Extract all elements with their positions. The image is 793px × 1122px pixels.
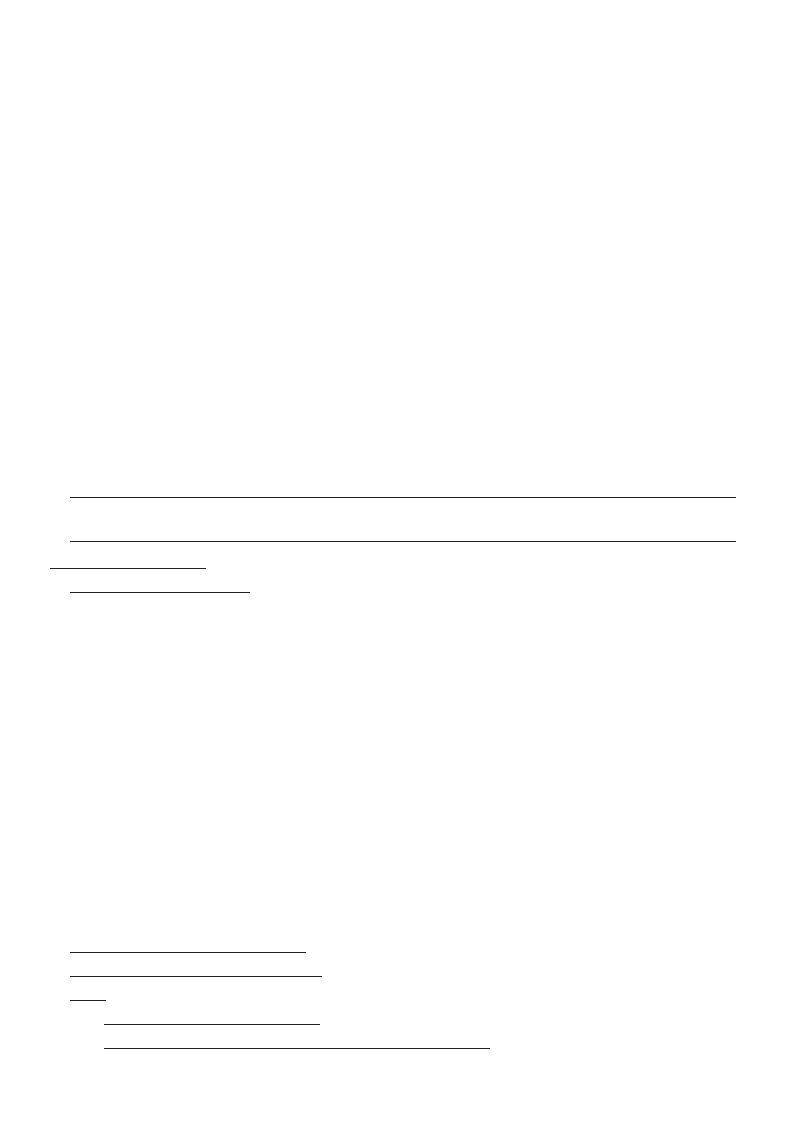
answer-line[interactable] bbox=[70, 541, 736, 542]
fill-blank[interactable] bbox=[104, 1006, 192, 1025]
phrase-choices bbox=[110, 210, 206, 232]
fill-blank[interactable] bbox=[70, 958, 196, 977]
fill-item-3-line2 bbox=[104, 1006, 320, 1031]
s5-question-2 bbox=[42, 910, 50, 933]
fill-item-2 bbox=[70, 958, 322, 983]
s4-question-4-line2 bbox=[70, 574, 250, 599]
fill-blank[interactable] bbox=[196, 958, 322, 977]
fill-blank[interactable] bbox=[70, 574, 250, 593]
fill-blank[interactable] bbox=[50, 550, 206, 569]
fill-item-3 bbox=[70, 982, 106, 1007]
question-3 bbox=[42, 63, 50, 86]
fill-blank[interactable] bbox=[192, 1006, 320, 1025]
fill-blank[interactable] bbox=[104, 1030, 490, 1049]
fill-blank[interactable] bbox=[70, 982, 106, 1001]
fill-blank[interactable] bbox=[70, 934, 194, 953]
s4-question-5 bbox=[42, 598, 50, 621]
s4-question-4 bbox=[42, 550, 206, 576]
s4-question-3 bbox=[42, 506, 50, 529]
fill-item-3-line3 bbox=[104, 1030, 490, 1055]
question-4 bbox=[42, 187, 50, 210]
fill-blank[interactable] bbox=[194, 934, 306, 953]
s5-question-1 bbox=[42, 742, 50, 765]
fill-item-1 bbox=[70, 934, 306, 959]
answer-line[interactable] bbox=[70, 497, 736, 498]
s4-question-1 bbox=[42, 352, 50, 375]
s4-question-2 bbox=[42, 473, 50, 496]
